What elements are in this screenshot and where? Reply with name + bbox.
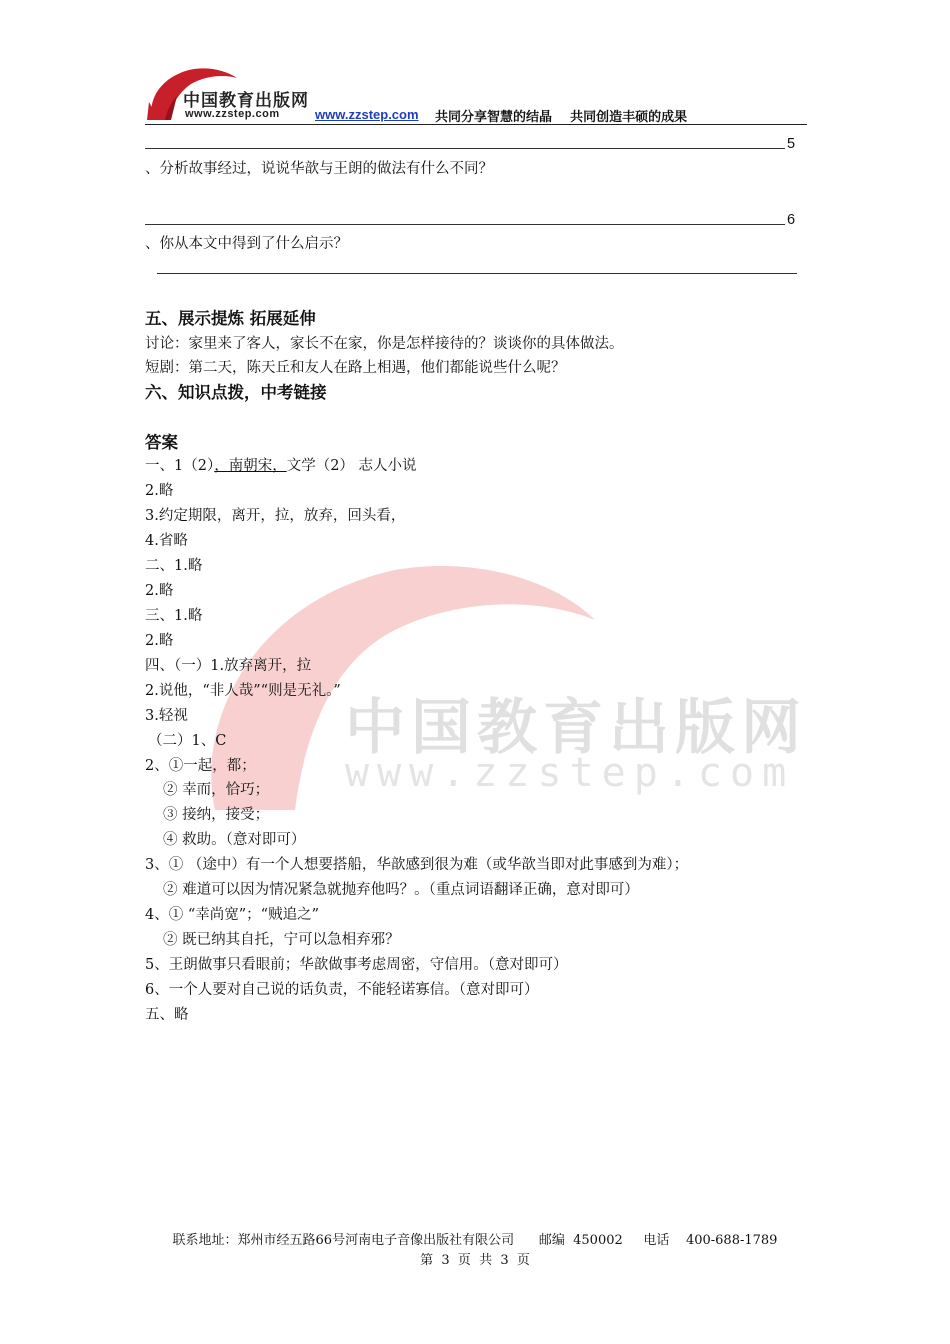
answer-line: 3、① （途中）有一个人想要搭船，华歆感到很为难（或华歆当即对此事感到为难）； [145,857,689,873]
answer-line: 2、①一起，都； [145,758,256,774]
question-number: 5 [787,136,796,152]
watermark-url: www.zzstep.com [345,750,795,796]
answer-line: 2.略 [145,483,174,499]
publisher-logo [145,62,315,124]
answer-line [145,456,417,476]
answer-line: （二）1、C [148,733,227,749]
question-text: 、你从本文中得到了什么启示？ [145,236,348,252]
watermark-text: 中国教育出版网 [345,693,807,763]
answer-line: 6、一个人要对自己说的话负责，不能轻诺寡信。（意对即可） [145,982,539,998]
answer-line: 3.约定期限，离开，拉，放弃，回头看， [145,508,406,524]
answer-line: 四、（一）1.放弃离开，拉 [145,658,312,674]
answer-line: 4.省略 [145,533,188,549]
answer-line: 4、① “幸尚宽”；“贼追之” [145,907,319,923]
answer-part: 一、1（2） [145,458,215,474]
answers-heading: 答案 [145,433,178,452]
answer-blank-line [145,148,785,149]
answer-line: ④ 救助。（意对即可） [163,832,306,848]
answer-blank-line [157,273,797,274]
answer-blank-line [145,224,785,225]
section-heading: 六、知识点拨，中考链接 [145,383,327,402]
answer-part: 文学（2） 志人小说 [286,458,417,474]
website-link[interactable]: www.zzstep.com [315,107,419,122]
question-text: 、分析故事经过，说说华歆与王朗的做法有什么不同？ [145,161,493,177]
footer-address: 联系地址：郑州市经五路66号河南电子音像出版社有限公司 邮编 450002 电话 400-688-1789 [172,1233,778,1248]
section-heading: 五、展示提炼 拓展延伸 [145,309,316,328]
answer-line: 5、王朗做事只看眼前；华歆做事考虑周密，守信用。（意对即可） [145,957,568,973]
answer-line: ② 幸而，恰巧； [163,782,270,798]
page-header [145,62,805,126]
answer-line: 二、1.略 [145,558,203,574]
logo-text: 中国教育出版网 [183,91,309,111]
answer-line: 三、1.略 [145,608,203,624]
logo-url: www.zzstep.com [185,108,280,120]
answer-line: 2.说他，“非人哉”“则是无礼。” [145,683,341,699]
answer-line: 3.轻视 [145,708,188,724]
answer-line: ② 既已纳其自托，宁可以急相弃邪？ [163,932,400,948]
page-number: 第 3 页 共 3 页 [420,1253,530,1268]
answer-line: 2.略 [145,583,174,599]
answer-line: ③ 接纳，接受； [163,807,270,823]
answer-line: ② 难道可以因为情况紧急就抛弃他吗？。（重点词语翻译正确，意对即可） [163,882,639,898]
answer-underlined: ，南朝宋， [214,458,287,474]
header-divider [145,124,807,125]
question-number: 6 [787,212,796,228]
answer-line: 2.略 [145,633,174,649]
discussion-text: 讨论：家里来了客人，家长不在家，你是怎样接待的？谈谈你的具体做法。 [145,336,624,352]
answer-line: 五、略 [145,1007,189,1023]
skit-text: 短剧：第二天，陈天丘和友人在路上相遇，他们都能说些什么呢？ [145,360,566,376]
header-slogan: 共同分享智慧的结晶 共同创造丰硕的成果 [435,110,688,125]
